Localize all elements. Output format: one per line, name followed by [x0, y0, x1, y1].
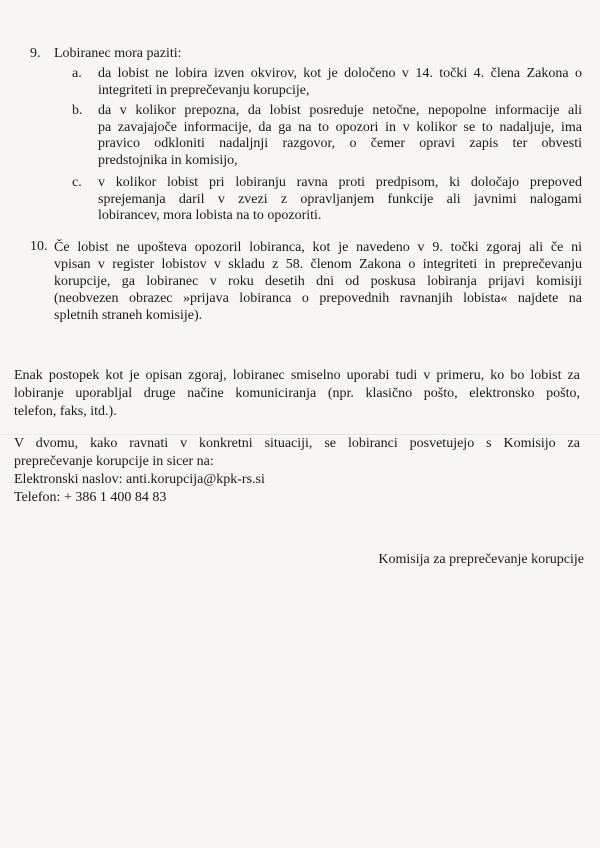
item-9b-text: da v kolikor prepozna, da lobist posreduje netočne, nepopolne informacije ali pa zavajajoče informacije, da ga na to opozori in v kolikor se to nadaljuje, ima pravico odkloniti nadaljnji razgovor, o čemer opravi zapis ter obvesti predstojnika in komisijo, — [98, 103, 582, 168]
item-9a-text: da lobist ne lobira izven okvirov, kot je določeno v 14. točki 4. člena Zakona o integriteti in preprečevanju korupcije, — [98, 66, 582, 98]
paragraph-contact: V dvomu, kako ravnati v konkretni situaciji, se lobiranci posvetujejo s Komisijo za preprečevanje korupcije in sicer na: Elektronski naslov: anti.korupcija@kpk-rs.si Telefon: + 386 1 400 84 83 — [14, 436, 580, 505]
item-9-heading: Lobiranec mora paziti: — [54, 46, 182, 61]
item-10-number: 10. — [30, 239, 48, 254]
item-9a-letter: a. — [72, 66, 82, 81]
item-9c-text: v kolikor lobist pri lobiranju ravna proti predpisom, ki določajo prepoved sprejemanja daril v zvezi z opravljanjem funkcije ali javnimi nalogami lobirancev, mora lobista na to opozoriti. — [98, 175, 582, 223]
item-10-text: Če lobist ne upošteva opozoril lobiranca, kot je navedeno v 9. točki zgoraj ali če ni vpisan v register lobistov v skladu z 58. členom Zakona o integriteti in preprečevanju korupcije, ga lobiranec v roku desetih dni od poskusa lobiranja prijavi komisiji (neobvezen obrazec »prijava lobiranca o prepovednih ravnanjih lobista« najdete na spletnih straneh komisije). — [54, 240, 582, 323]
contact-phone: Telefon: + 386 1 400 84 83 — [14, 490, 167, 505]
item-9-number: 9. — [30, 46, 41, 61]
item-9b-letter: b. — [72, 103, 83, 118]
item-9c-letter: c. — [72, 175, 82, 190]
paragraph-other-channels: Enak postopek kot je opisan zgoraj, lobiranec smiselno uporabi tudi v primeru, ko bo lobist za lobiranje uporabljal druge načine komuniciranja (npr. klasično pošto, elektronsko pošto, telefon, faks, itd.). — [14, 368, 580, 419]
signature: Komisija za preprečevanje korupcije — [378, 552, 584, 567]
contact-email: Elektronski naslov: anti.korupcija@kpk-rs.si — [14, 472, 265, 487]
